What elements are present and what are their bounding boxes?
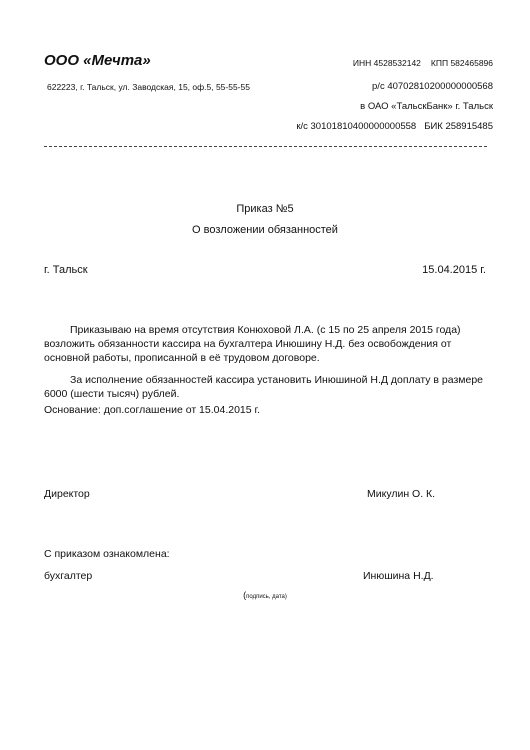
inn-kpp-line <box>353 58 493 68</box>
director-name: Микулин О. К. <box>367 488 436 500</box>
signature-hint-open: ( <box>243 590 247 600</box>
accountant-label: бухгалтер <box>44 570 93 582</box>
bik: БИК 258915485 <box>424 121 493 132</box>
order-paragraph-2: За исполнение обязанностей кассира установить Инюшиной Н.Д доплату в размере 6000 (шести тысяч) рублей. <box>44 374 484 400</box>
corr-account: к/с 30101810400000000558 <box>296 121 417 132</box>
company-name: ООО «Мечта» <box>44 52 151 69</box>
order-basis: Основание: доп.соглашение от 15.04.2015 г. <box>44 404 260 416</box>
accountant-name: Инюшина Н.Д. <box>363 570 434 582</box>
order-title: Приказ №5 <box>236 203 294 215</box>
bank-name: в ОАО «ТальскБанк» г. Тальск <box>360 101 493 112</box>
corr-bik-line <box>296 121 493 132</box>
order-subtitle: О возложении обязанностей <box>192 224 338 236</box>
bank-account: р/с 40702810200000000568 <box>372 81 493 92</box>
company-address: 622223, г. Тальск, ул. Заводская, 15, оф.5, 55-55-55 <box>47 82 250 92</box>
signature-hint <box>0 590 530 600</box>
header-divider <box>44 146 487 147</box>
order-date: 15.04.2015 г. <box>422 264 486 276</box>
order-city: г. Тальск <box>44 264 88 276</box>
order-paragraph-1: Приказываю на время отсутствия Конюховой Л.А. (с 15 по 25 апреля 2015 года) возложить обязанности кассира на бухгалтера Инюшину Н.Д. без освобождения от основной работы, прописанной в её трудовом договоре. <box>44 324 461 364</box>
acknowledgement-label: С приказом ознакомлена: <box>44 548 170 560</box>
inn: ИНН 4528532142 <box>352 58 421 68</box>
kpp: КПП 582465896 <box>430 58 493 68</box>
signature-hint-text: подпись, дата) <box>246 594 287 600</box>
director-label: Директор <box>44 488 90 500</box>
